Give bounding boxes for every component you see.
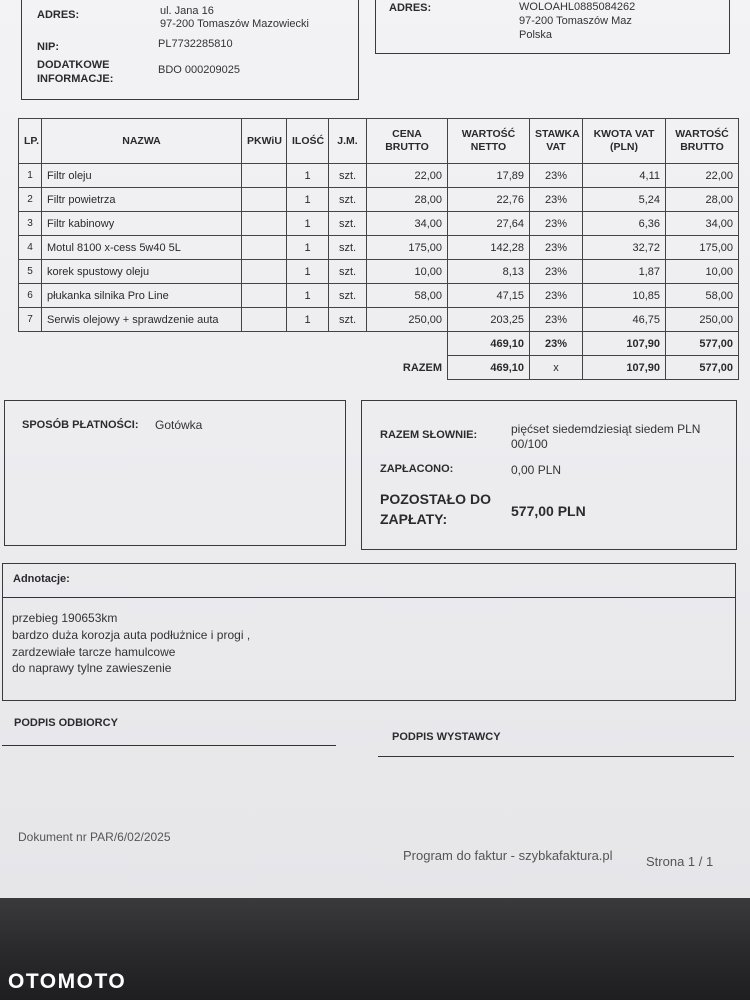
document-number: Dokument nr PAR/6/02/2025 — [18, 830, 171, 844]
row-lp: 3 — [19, 212, 42, 236]
row-lp: 6 — [19, 284, 42, 308]
summary-rate: 23% — [530, 332, 583, 356]
program-credit: Program do faktur - szybkafaktura.pl — [403, 848, 613, 863]
row-qty: 1 — [287, 164, 329, 188]
table-row — [19, 212, 739, 236]
table-row — [19, 260, 739, 284]
row-pkwiu — [242, 164, 287, 188]
row-pkwiu — [242, 212, 287, 236]
header-gross: WARTOŚĆ BRUTTO — [666, 119, 739, 164]
row-name: Serwis olejowy + sprawdzenie auta — [42, 308, 242, 332]
row-vat: 6,36 — [583, 212, 666, 236]
row-qty: 1 — [287, 308, 329, 332]
row-unit: szt. — [329, 284, 367, 308]
row-price: 22,00 — [367, 164, 448, 188]
buyer-nip-label: NIP: — [37, 41, 59, 53]
table-row — [19, 188, 739, 212]
table-row — [19, 308, 739, 332]
row-qty: 1 — [287, 284, 329, 308]
row-price: 10,00 — [367, 260, 448, 284]
seller-line3: Polska — [519, 29, 553, 41]
items-table — [18, 118, 739, 380]
payment-method-value: Gotówka — [155, 418, 203, 432]
buyer-extra-label: DODATKOWE — [37, 59, 110, 71]
amount-words-line2: 00/100 — [511, 437, 548, 451]
row-qty: 1 — [287, 260, 329, 284]
paid-value: 0,00 PLN — [511, 463, 562, 477]
buyer-address-label: ADRES: — [37, 9, 80, 21]
header-unit: J.M. — [329, 119, 367, 164]
row-gross: 22,00 — [666, 164, 739, 188]
header-vat: KWOTA VAT (PLN) — [583, 119, 666, 164]
row-net: 203,25 — [448, 308, 530, 332]
row-net: 142,28 — [448, 236, 530, 260]
remaining-label-2: ZAPŁATY: — [380, 511, 448, 527]
row-lp: 7 — [19, 308, 42, 332]
row-vat: 10,85 — [583, 284, 666, 308]
row-price: 28,00 — [367, 188, 448, 212]
seller-line1: WOLOAHL0885084262 — [519, 1, 636, 13]
row-unit: szt. — [329, 236, 367, 260]
total-row — [19, 356, 739, 380]
row-net: 47,15 — [448, 284, 530, 308]
header-price: CENA BRUTTO — [367, 119, 448, 164]
notes-divider — [2, 597, 736, 598]
row-price: 175,00 — [367, 236, 448, 260]
row-name: Filtr kabinowy — [42, 212, 242, 236]
row-pkwiu — [242, 308, 287, 332]
issuer-signature-line — [378, 756, 734, 757]
header-pkwiu: PKWiU — [242, 119, 287, 164]
row-vat: 5,24 — [583, 188, 666, 212]
row-unit: szt. — [329, 260, 367, 284]
table-row — [19, 236, 739, 260]
row-price: 34,00 — [367, 212, 448, 236]
header-rate: STAWKA VAT — [530, 119, 583, 164]
row-unit: szt. — [329, 308, 367, 332]
row-lp: 5 — [19, 260, 42, 284]
row-pkwiu — [242, 236, 287, 260]
seller-line2: 97-200 Tomaszów Maz — [519, 15, 632, 27]
row-unit: szt. — [329, 164, 367, 188]
row-rate: 23% — [530, 236, 583, 260]
amount-words-line1: pięćset siedemdziesiąt siedem PLN — [511, 422, 701, 436]
row-vat: 4,11 — [583, 164, 666, 188]
row-net: 8,13 — [448, 260, 530, 284]
row-qty: 1 — [287, 236, 329, 260]
total-label: RAZEM — [402, 361, 442, 374]
row-unit: szt. — [329, 212, 367, 236]
row-lp: 1 — [19, 164, 42, 188]
row-qty: 1 — [287, 212, 329, 236]
note-line: przebieg 190653km — [12, 611, 118, 625]
row-rate: 23% — [530, 308, 583, 332]
summary-net: 469,10 — [448, 332, 530, 356]
seller-address-label: ADRES: — [389, 2, 432, 14]
row-lp: 4 — [19, 236, 42, 260]
row-gross: 34,00 — [666, 212, 739, 236]
row-name: korek spustowy oleju — [42, 260, 242, 284]
row-pkwiu — [242, 260, 287, 284]
row-gross: 250,00 — [666, 308, 739, 332]
row-rate: 23% — [530, 164, 583, 188]
note-line: bardzo duża korozja auta podłużnice i progi , — [12, 628, 251, 642]
buyer-extra-value: BDO 000209025 — [158, 64, 240, 76]
row-price: 58,00 — [367, 284, 448, 308]
header-qty: ILOŚĆ — [287, 119, 329, 164]
row-gross: 10,00 — [666, 260, 739, 284]
vat-summary-row — [19, 332, 739, 356]
row-pkwiu — [242, 188, 287, 212]
row-net: 27,64 — [448, 212, 530, 236]
total-gross: 577,00 — [666, 356, 739, 380]
row-rate: 23% — [530, 188, 583, 212]
row-vat: 1,87 — [583, 260, 666, 284]
notes-label: Adnotacje: — [13, 573, 70, 585]
row-vat: 46,75 — [583, 308, 666, 332]
row-qty: 1 — [287, 188, 329, 212]
remaining-label: POZOSTAŁO DO — [380, 491, 491, 507]
page-indicator: Strona 1 / 1 — [646, 854, 714, 869]
note-line: zardzewiałe tarcze hamulcowe — [12, 645, 176, 659]
table-row — [19, 164, 739, 188]
payment-method-label: SPOSÓB PŁATNOŚCI: — [22, 419, 139, 431]
row-net: 17,89 — [448, 164, 530, 188]
summary-vat: 107,90 — [583, 332, 666, 356]
paid-label: ZAPŁACONO: — [380, 463, 454, 475]
total-net: 469,10 — [448, 356, 530, 380]
buyer-address-line1: ul. Jana 16 — [160, 5, 214, 17]
otomoto-watermark: OTOMOTO — [8, 970, 127, 993]
summary-gross: 577,00 — [666, 332, 739, 356]
row-lp: 2 — [19, 188, 42, 212]
issuer-signature-label: PODPIS WYSTAWCY — [392, 731, 501, 743]
row-gross: 28,00 — [666, 188, 739, 212]
receiver-signature-label: PODPIS ODBIORCY — [14, 717, 118, 729]
row-gross: 175,00 — [666, 236, 739, 260]
buyer-extra-label-2: INFORMACJE: — [37, 73, 114, 85]
row-rate: 23% — [530, 284, 583, 308]
header-net: WARTOŚĆ NETTO — [448, 119, 530, 164]
row-unit: szt. — [329, 188, 367, 212]
row-pkwiu — [242, 284, 287, 308]
row-rate: 23% — [530, 260, 583, 284]
receiver-signature-line — [2, 745, 336, 746]
header-name: NAZWA — [42, 119, 242, 164]
row-name: Motul 8100 x-cess 5w40 5L — [42, 236, 242, 260]
note-line: do naprawy tylne zawieszenie — [12, 661, 172, 675]
total-vat: 107,90 — [583, 356, 666, 380]
row-name: Filtr powietrza — [42, 188, 242, 212]
row-net: 22,76 — [448, 188, 530, 212]
remaining-value: 577,00 PLN — [511, 503, 586, 519]
row-name: Filtr oleju — [42, 164, 242, 188]
total-rate: x — [530, 356, 583, 380]
amount-words-label: RAZEM SŁOWNIE: — [380, 429, 478, 441]
row-name: płukanka silnika Pro Line — [42, 284, 242, 308]
buyer-address-line2: 97-200 Tomaszów Mazowiecki — [160, 18, 309, 30]
row-price: 250,00 — [367, 308, 448, 332]
header-lp: LP. — [19, 119, 42, 164]
row-rate: 23% — [530, 212, 583, 236]
buyer-nip-value: PL7732285810 — [158, 38, 233, 50]
table-row — [19, 284, 739, 308]
row-vat: 32,72 — [583, 236, 666, 260]
table-header-row — [19, 119, 739, 164]
row-gross: 58,00 — [666, 284, 739, 308]
